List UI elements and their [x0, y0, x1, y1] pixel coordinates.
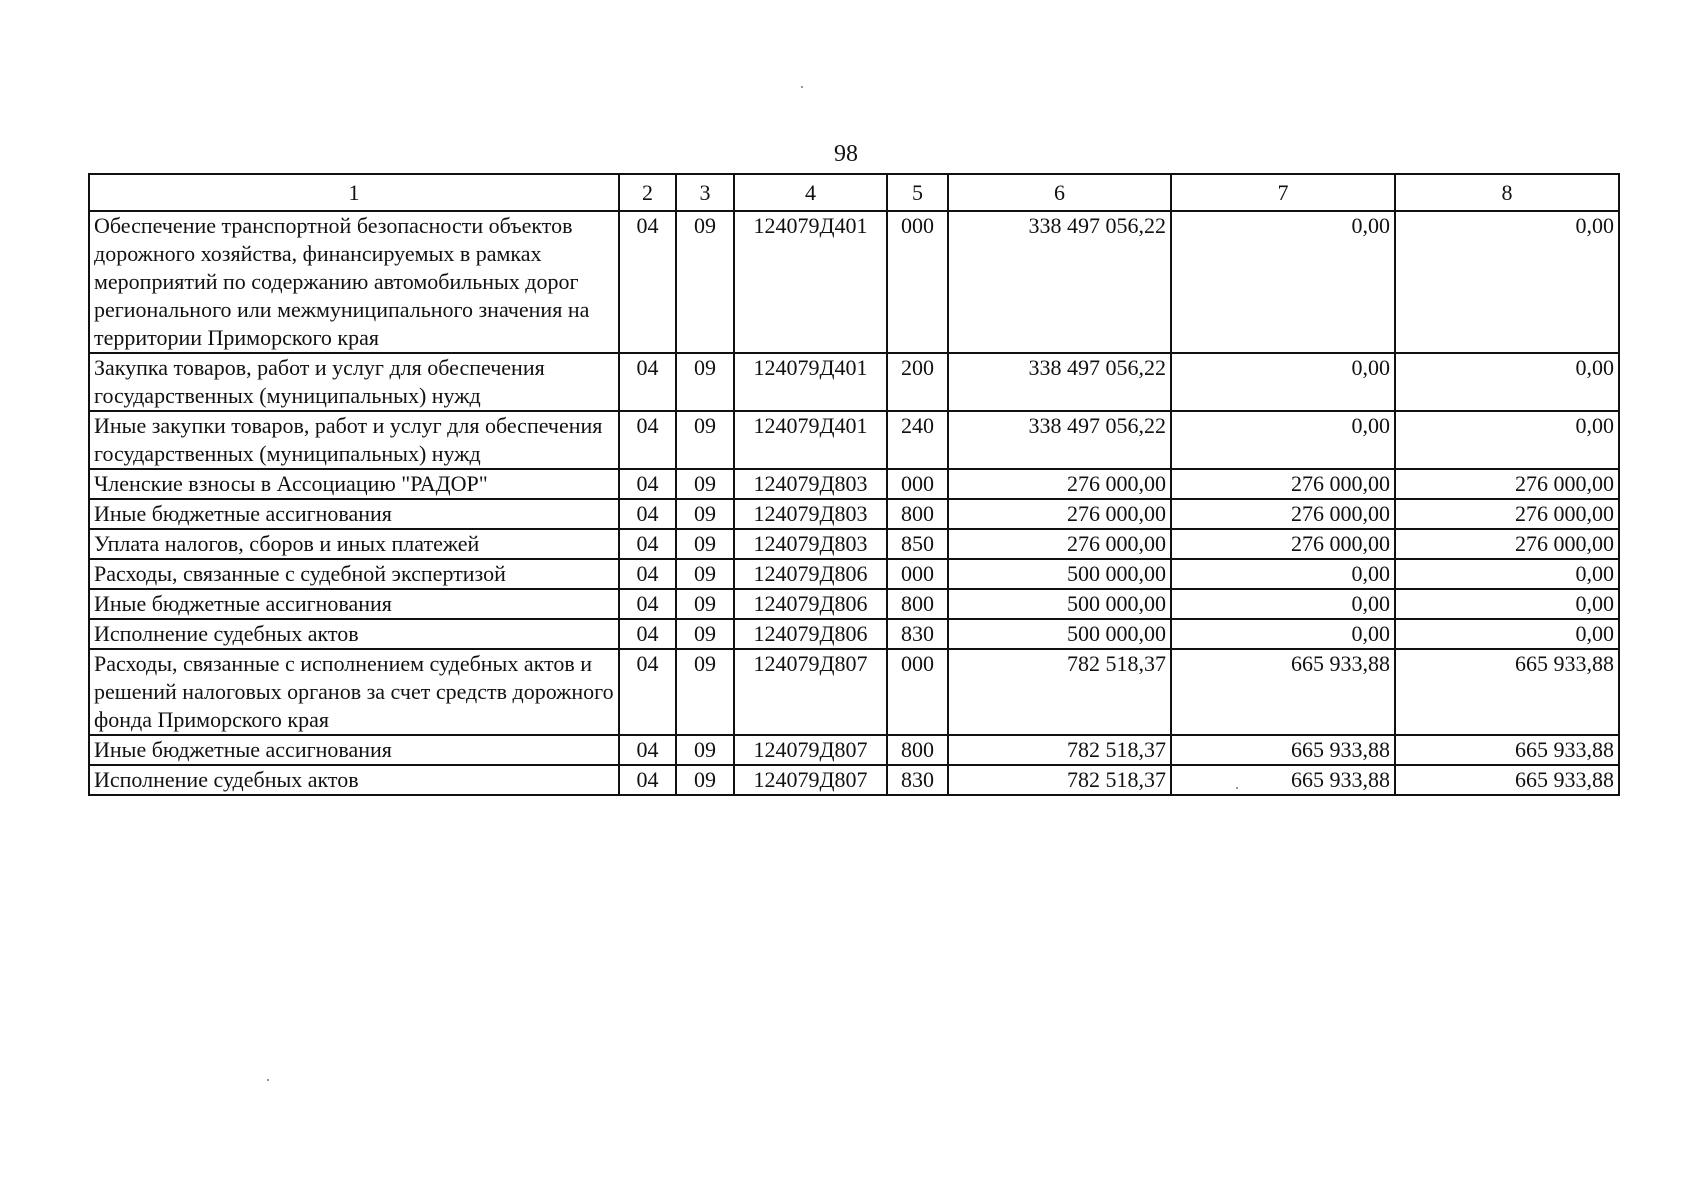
subsection-code-cell: 09 — [676, 353, 734, 411]
expense-type-cell: 800 — [887, 589, 948, 619]
scan-speck — [1236, 787, 1238, 789]
section-code-cell: 04 — [619, 619, 676, 649]
amount-col8-cell: 0,00 — [1395, 619, 1619, 649]
amount-col8-cell: 665 933,88 — [1395, 765, 1619, 795]
table-row — [89, 765, 1619, 795]
amount-col8-cell: 0,00 — [1395, 589, 1619, 619]
target-article-cell: 124079Д401 — [734, 411, 887, 469]
subsection-code-cell: 09 — [676, 619, 734, 649]
header-cell: 5 — [887, 174, 948, 211]
table-row — [89, 649, 1619, 735]
amount-col8-cell: 276 000,00 — [1395, 529, 1619, 559]
amount-col6-cell: 338 497 056,22 — [948, 411, 1171, 469]
expense-type-cell: 800 — [887, 499, 948, 529]
expense-type-cell: 000 — [887, 469, 948, 499]
amount-col8-cell: 665 933,88 — [1395, 649, 1619, 735]
amount-col6-cell: 276 000,00 — [948, 529, 1171, 559]
table-row — [89, 559, 1619, 589]
target-article-cell: 124079Д806 — [734, 589, 887, 619]
amount-col7-cell: 665 933,88 — [1171, 649, 1395, 735]
subsection-code-cell: 09 — [676, 589, 734, 619]
header-cell: 6 — [948, 174, 1171, 211]
table-row — [89, 353, 1619, 411]
target-article-cell: 124079Д806 — [734, 559, 887, 589]
section-code-cell: 04 — [619, 735, 676, 765]
amount-col7-cell: 0,00 — [1171, 411, 1395, 469]
amount-col6-cell: 276 000,00 — [948, 469, 1171, 499]
amount-col7-cell: 665 933,88 — [1171, 765, 1395, 795]
subsection-code-cell: 09 — [676, 411, 734, 469]
subsection-code-cell: 09 — [676, 649, 734, 735]
table-header-row — [89, 174, 1619, 211]
section-code-cell: 04 — [619, 765, 676, 795]
target-article-cell: 124079Д806 — [734, 619, 887, 649]
row-name-cell: Иные бюджетные ассигнования — [89, 499, 619, 529]
subsection-code-cell: 09 — [676, 735, 734, 765]
row-name-cell: Иные закупки товаров, работ и услуг для обеспечения государственных (муниципальных) нужд — [89, 411, 619, 469]
table-row — [89, 735, 1619, 765]
expense-type-cell: 200 — [887, 353, 948, 411]
section-code-cell: 04 — [619, 469, 676, 499]
target-article-cell: 124079Д803 — [734, 499, 887, 529]
target-article-cell: 124079Д803 — [734, 529, 887, 559]
row-name-cell: Иные бюджетные ассигнования — [89, 735, 619, 765]
table-row — [89, 589, 1619, 619]
expense-type-cell: 000 — [887, 211, 948, 353]
header-cell: 3 — [676, 174, 734, 211]
section-code-cell: 04 — [619, 589, 676, 619]
section-code-cell: 04 — [619, 499, 676, 529]
target-article-cell: 124079Д807 — [734, 735, 887, 765]
scan-speck — [267, 1079, 269, 1081]
target-article-cell: 124079Д803 — [734, 469, 887, 499]
amount-col7-cell: 0,00 — [1171, 559, 1395, 589]
section-code-cell: 04 — [619, 411, 676, 469]
amount-col8-cell: 276 000,00 — [1395, 469, 1619, 499]
amount-col6-cell: 782 518,37 — [948, 649, 1171, 735]
amount-col6-cell: 500 000,00 — [948, 619, 1171, 649]
subsection-code-cell: 09 — [676, 765, 734, 795]
section-code-cell: 04 — [619, 559, 676, 589]
table-row — [89, 469, 1619, 499]
scan-speck — [801, 86, 803, 88]
target-article-cell: 124079Д807 — [734, 765, 887, 795]
budget-table — [88, 173, 1620, 796]
header-cell: 2 — [619, 174, 676, 211]
section-code-cell: 04 — [619, 211, 676, 353]
row-name-cell: Исполнение судебных актов — [89, 765, 619, 795]
amount-col7-cell: 665 933,88 — [1171, 735, 1395, 765]
amount-col6-cell: 338 497 056,22 — [948, 211, 1171, 353]
expense-type-cell: 850 — [887, 529, 948, 559]
expense-type-cell: 830 — [887, 765, 948, 795]
table-row — [89, 211, 1619, 353]
amount-col7-cell: 276 000,00 — [1171, 529, 1395, 559]
subsection-code-cell: 09 — [676, 559, 734, 589]
page-number: 98 — [834, 141, 858, 167]
expense-type-cell: 240 — [887, 411, 948, 469]
subsection-code-cell: 09 — [676, 529, 734, 559]
amount-col6-cell: 500 000,00 — [948, 559, 1171, 589]
amount-col6-cell: 276 000,00 — [948, 499, 1171, 529]
amount-col7-cell: 276 000,00 — [1171, 469, 1395, 499]
section-code-cell: 04 — [619, 353, 676, 411]
row-name-cell: Закупка товаров, работ и услуг для обеспечения государственных (муниципальных) нужд — [89, 353, 619, 411]
section-code-cell: 04 — [619, 649, 676, 735]
row-name-cell: Членские взносы в Ассоциацию "РАДОР" — [89, 469, 619, 499]
row-name-cell: Иные бюджетные ассигнования — [89, 589, 619, 619]
row-name-cell: Уплата налогов, сборов и иных платежей — [89, 529, 619, 559]
subsection-code-cell: 09 — [676, 469, 734, 499]
header-cell: 7 — [1171, 174, 1395, 211]
target-article-cell: 124079Д807 — [734, 649, 887, 735]
amount-col7-cell: 0,00 — [1171, 211, 1395, 353]
row-name-cell: Расходы, связанные с исполнением судебных актов и решений налоговых органов за счет средств дорожного фонда Приморского края — [89, 649, 619, 735]
row-name-cell: Исполнение судебных актов — [89, 619, 619, 649]
amount-col6-cell: 338 497 056,22 — [948, 353, 1171, 411]
amount-col7-cell: 276 000,00 — [1171, 499, 1395, 529]
target-article-cell: 124079Д401 — [734, 211, 887, 353]
row-name-cell: Обеспечение транспортной безопасности объектов дорожного хозяйства, финансируемых в рамках мероприятий по содержанию автомобильных дорог регионального или межмуниципального значения на территории Приморского края — [89, 211, 619, 353]
amount-col8-cell: 665 933,88 — [1395, 735, 1619, 765]
amount-col8-cell: 0,00 — [1395, 353, 1619, 411]
expense-type-cell: 000 — [887, 559, 948, 589]
expense-type-cell: 830 — [887, 619, 948, 649]
amount-col6-cell: 782 518,37 — [948, 735, 1171, 765]
amount-col6-cell: 782 518,37 — [948, 765, 1171, 795]
amount-col8-cell: 0,00 — [1395, 211, 1619, 353]
table-row — [89, 619, 1619, 649]
amount-col8-cell: 0,00 — [1395, 559, 1619, 589]
expense-type-cell: 800 — [887, 735, 948, 765]
subsection-code-cell: 09 — [676, 499, 734, 529]
table-row — [89, 529, 1619, 559]
amount-col7-cell: 0,00 — [1171, 353, 1395, 411]
table-row — [89, 411, 1619, 469]
expense-type-cell: 000 — [887, 649, 948, 735]
section-code-cell: 04 — [619, 529, 676, 559]
header-cell: 1 — [89, 174, 619, 211]
amount-col7-cell: 0,00 — [1171, 619, 1395, 649]
table-row — [89, 499, 1619, 529]
row-name-cell: Расходы, связанные с судебной экспертизой — [89, 559, 619, 589]
amount-col7-cell: 0,00 — [1171, 589, 1395, 619]
amount-col6-cell: 500 000,00 — [948, 589, 1171, 619]
target-article-cell: 124079Д401 — [734, 353, 887, 411]
header-cell: 8 — [1395, 174, 1619, 211]
amount-col8-cell: 276 000,00 — [1395, 499, 1619, 529]
subsection-code-cell: 09 — [676, 211, 734, 353]
header-cell: 4 — [734, 174, 887, 211]
amount-col8-cell: 0,00 — [1395, 411, 1619, 469]
